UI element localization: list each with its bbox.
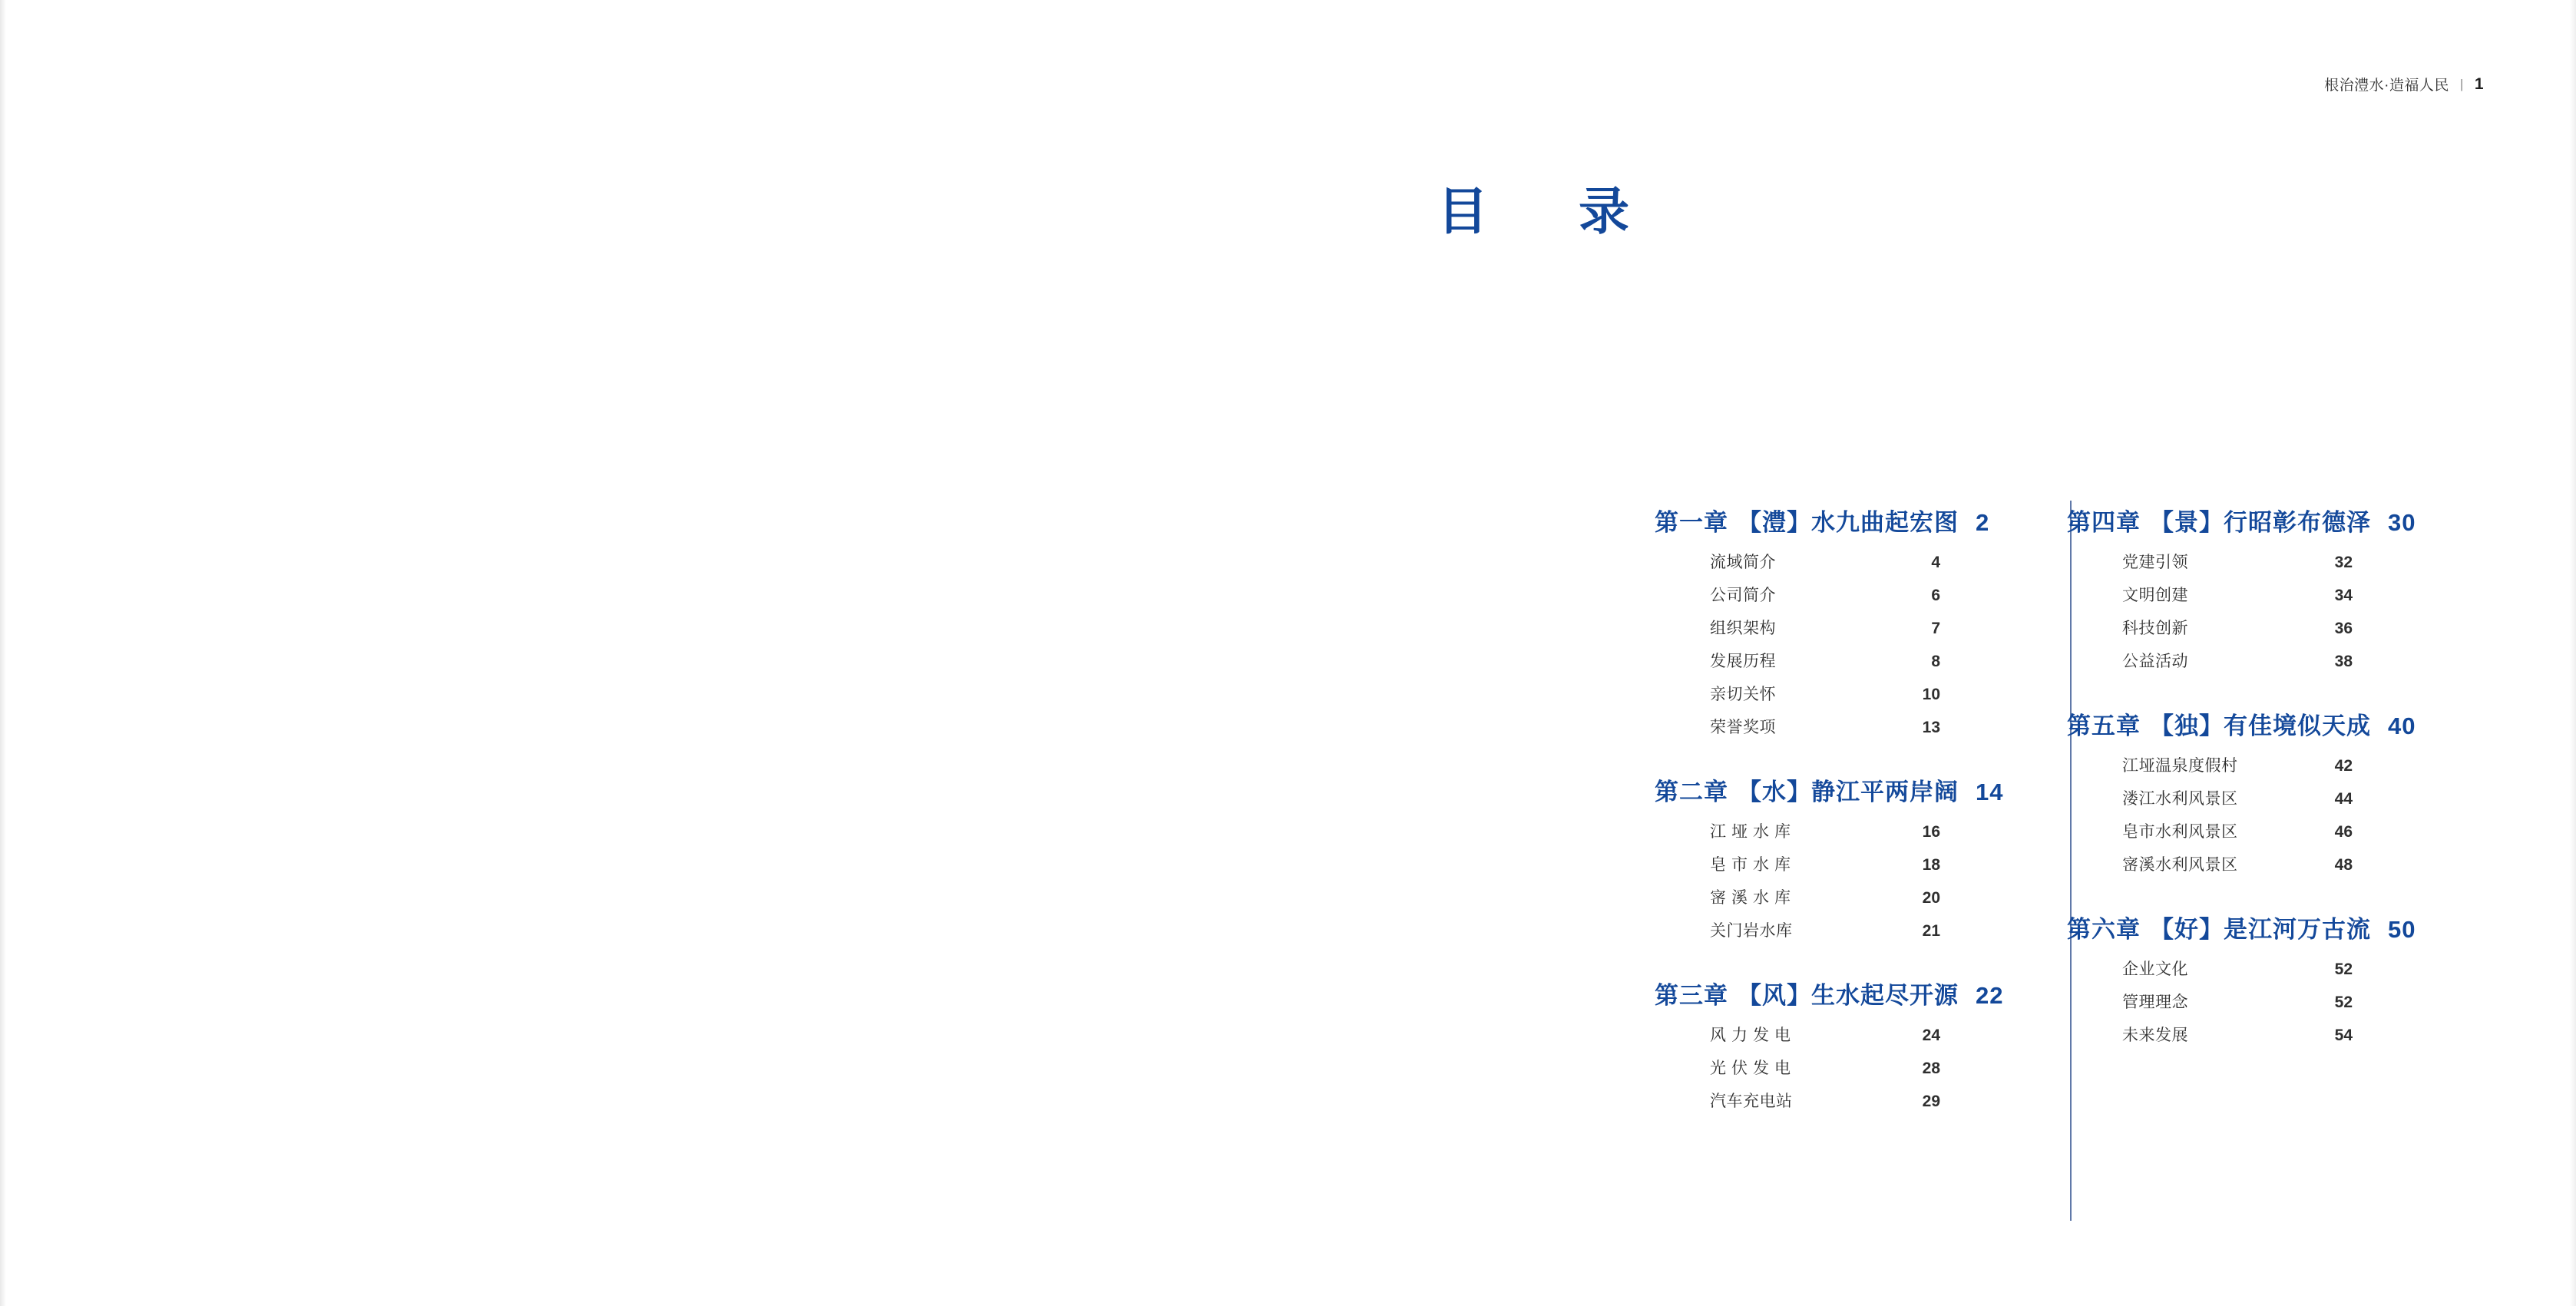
list-item[interactable] — [1710, 824, 1940, 840]
chapter-label: 第一章 — [1655, 509, 1728, 536]
chapter-title: 【独】有佳境似天成 — [2150, 713, 2371, 739]
entry-page-number: 13 — [1922, 719, 1940, 736]
toc-chapter-head — [1655, 976, 2019, 1010]
entry-page-number: 44 — [2334, 790, 2353, 808]
entry-title: 流域简介 — [1710, 554, 1776, 571]
entry-title: 公司简介 — [1710, 587, 1776, 604]
toc-chapter-head — [1655, 772, 2019, 807]
list-item[interactable] — [1710, 653, 1940, 670]
chapter-page-number: 14 — [1976, 779, 2004, 805]
chapter-page-number: 2 — [1976, 509, 1990, 536]
running-header-separator: | — [2459, 76, 2464, 91]
list-item[interactable] — [2122, 994, 2353, 1010]
list-item[interactable] — [1710, 1093, 1940, 1109]
entry-title: 荣誉奖项 — [1710, 719, 1776, 736]
entry-page-number: 4 — [1931, 554, 1940, 571]
list-item[interactable] — [1710, 686, 1940, 703]
running-header-slogan: 根治澧水·造福人民 — [2324, 78, 2449, 94]
entry-title: 科技创新 — [2122, 620, 2188, 637]
list-item[interactable] — [1710, 587, 1940, 603]
list-item[interactable] — [2122, 791, 2353, 807]
list-item[interactable] — [2122, 857, 2353, 873]
chapter-page-number: 30 — [2388, 509, 2416, 536]
chapter-title: 【水】静江平两岸阔 — [1738, 779, 1959, 805]
toc-entry-list — [1655, 824, 2019, 939]
entry-page-number: 29 — [1922, 1093, 1940, 1110]
list-item[interactable] — [1710, 923, 1940, 939]
entry-title: 宻溪水库 — [1710, 889, 1796, 907]
toc-entry-list — [2067, 961, 2432, 1043]
entry-page-number: 7 — [1931, 620, 1940, 637]
toc-column-left — [1655, 503, 2019, 1109]
entry-title: 党建引领 — [2122, 554, 2188, 571]
list-item[interactable] — [2122, 1027, 2353, 1043]
entry-page-number: 18 — [1922, 856, 1940, 874]
entry-title: 文明创建 — [2122, 587, 2188, 604]
list-item[interactable] — [2122, 961, 2353, 977]
toc-chapter-head — [2067, 706, 2432, 741]
list-item[interactable] — [1710, 554, 1940, 570]
entry-page-number: 16 — [1922, 823, 1940, 841]
chapter-page-number: 40 — [2388, 713, 2416, 739]
running-header — [2324, 74, 2484, 94]
toc-chapter-head — [1655, 503, 2019, 537]
entry-page-number: 42 — [2334, 757, 2353, 775]
toc-chapter[interactable] — [2067, 706, 2432, 873]
page-title: 目 录 — [1437, 183, 1649, 240]
list-item[interactable] — [2122, 554, 2353, 570]
entry-page-number: 20 — [1922, 889, 1940, 907]
toc-chapter-head — [2067, 503, 2432, 537]
list-item[interactable] — [1710, 719, 1940, 736]
entry-page-number: 28 — [1922, 1060, 1940, 1077]
list-item[interactable] — [2122, 653, 2353, 670]
entry-title: 宻溪水利风景区 — [2122, 856, 2238, 874]
entry-page-number: 52 — [2334, 960, 2353, 978]
toc-entry-list — [1655, 554, 2019, 736]
entry-title: 未来发展 — [2122, 1027, 2188, 1044]
chapter-label: 第五章 — [2067, 713, 2141, 739]
entry-page-number: 54 — [2334, 1027, 2353, 1044]
chapter-label: 第六章 — [2067, 916, 2141, 943]
list-item[interactable] — [2122, 758, 2353, 774]
chapter-title: 【风】生水起尽开源 — [1738, 982, 1959, 1009]
entry-page-number: 38 — [2334, 653, 2353, 670]
entry-title: 发展历程 — [1710, 653, 1776, 670]
chapter-page-number: 50 — [2388, 916, 2416, 943]
list-item[interactable] — [1710, 1060, 1940, 1076]
entry-title: 汽车充电站 — [1710, 1093, 1793, 1110]
entry-title: 关门岩水库 — [1710, 922, 1793, 940]
chapter-title: 【好】是江河万古流 — [2150, 916, 2371, 943]
entry-title: 公益活动 — [2122, 653, 2188, 670]
page-number: 1 — [2474, 74, 2484, 93]
entry-title: 皂市水利风景区 — [2122, 823, 2238, 841]
entry-title: 管理理念 — [2122, 994, 2188, 1011]
list-item[interactable] — [2122, 587, 2353, 603]
page-left-edge — [0, 0, 6, 1306]
list-item[interactable] — [2122, 620, 2353, 636]
chapter-label: 第二章 — [1655, 779, 1728, 805]
entry-title: 江垭温泉度假村 — [2122, 757, 2238, 775]
entry-page-number: 8 — [1931, 653, 1940, 670]
list-item[interactable] — [1710, 857, 1940, 873]
chapter-label: 第四章 — [2067, 509, 2141, 536]
toc-chapter[interactable] — [2067, 910, 2432, 1043]
entry-page-number: 24 — [1922, 1027, 1940, 1044]
chapter-title: 【景】行昭彰布德泽 — [2150, 509, 2371, 536]
toc-chapter[interactable] — [2067, 503, 2432, 670]
toc-chapter-head — [2067, 910, 2432, 944]
toc-entry-list — [2067, 554, 2432, 670]
entry-title: 溇江水利风景区 — [2122, 790, 2238, 808]
toc-entry-list — [2067, 758, 2432, 873]
entry-title: 光伏发电 — [1710, 1060, 1796, 1077]
entry-page-number: 10 — [1922, 686, 1940, 703]
entry-title: 江垭水库 — [1710, 823, 1796, 841]
entry-title: 亲切关怀 — [1710, 686, 1776, 703]
toc-columns — [1655, 503, 2499, 1109]
toc-chapter[interactable] — [1655, 503, 2019, 736]
toc-entry-list — [1655, 1027, 2019, 1109]
list-item[interactable] — [1710, 620, 1940, 636]
toc-chapter[interactable] — [1655, 976, 2019, 1109]
entry-page-number: 21 — [1922, 922, 1940, 940]
entry-page-number: 32 — [2334, 554, 2353, 571]
list-item[interactable] — [1710, 890, 1940, 906]
entry-page-number: 46 — [2334, 823, 2353, 841]
chapter-page-number: 22 — [1976, 982, 2004, 1009]
chapter-label: 第三章 — [1655, 982, 1728, 1009]
entry-page-number: 36 — [2334, 620, 2353, 637]
list-item[interactable] — [2122, 824, 2353, 840]
entry-title: 企业文化 — [2122, 960, 2188, 978]
toc-column-right — [2019, 503, 2432, 1109]
entry-page-number: 6 — [1931, 587, 1940, 604]
entry-title: 皂市水库 — [1710, 856, 1796, 874]
page-right-edge — [2570, 0, 2576, 1306]
chapter-title: 【澧】水九曲起宏图 — [1738, 509, 1959, 536]
entry-title: 组织架构 — [1710, 620, 1776, 637]
entry-page-number: 34 — [2334, 587, 2353, 604]
entry-page-number: 52 — [2334, 994, 2353, 1011]
toc-chapter[interactable] — [1655, 772, 2019, 939]
list-item[interactable] — [1710, 1027, 1940, 1043]
entry-page-number: 48 — [2334, 856, 2353, 874]
entry-title: 风力发电 — [1710, 1027, 1796, 1044]
